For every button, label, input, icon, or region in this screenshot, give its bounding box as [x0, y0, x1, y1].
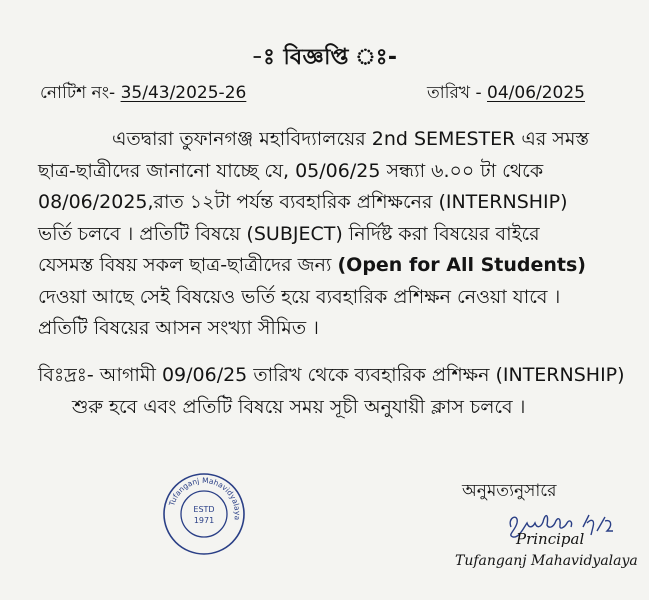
- body-line: ভর্তি চলবে । প্রতিটি বিষয়ে (SUBJECT) নির্দিষ্ট করা বিষয়ের বাইরে: [38, 222, 540, 245]
- principal-label: Principal: [516, 530, 585, 548]
- notice-number-row: [40, 80, 246, 108]
- body-line: দেওয়া আছে সেই বিষয়েও ভর্তি হয়ে ব্যবহারিক প্রশিক্ষন নেওয়া যাবে ।: [38, 285, 561, 308]
- note-line: শুরু হবে এবং প্রতিটি বিষয়ে সময় সূচী অনুযায়ী ক্লাস চলবে ।: [72, 395, 526, 418]
- notice-date: 04/06/2025: [487, 83, 585, 103]
- open-for-all-text: (Open for All Students): [337, 254, 586, 276]
- college-name: Tufanganj Mahavidyalaya: [455, 553, 638, 569]
- approval-text: অনুমত্যনুসারে: [462, 481, 557, 501]
- svg-text:1971: 1971: [193, 516, 215, 525]
- body-line: 08/06/2025,রাত ১২টা পর্যন্ত ব্যবহারিক প্রশিক্ষনের (INTERNSHIP): [38, 191, 568, 213]
- notice-title: -ঃ বিজ্ঞপ্তি ঃ-: [251, 45, 398, 70]
- svg-text:Tufanganj Mahavidyalaya: Tufanganj Mahavidyalaya: [167, 475, 243, 521]
- body-line: প্রতিটি বিষয়ের আসন সংখ্যা সীমিত ।: [38, 317, 319, 339]
- body-line-group: [38, 250, 618, 282]
- svg-text:ESTD: ESTD: [193, 505, 215, 514]
- seal-stamp-icon: [160, 470, 248, 558]
- notice-body-paragraph: [38, 124, 618, 345]
- body-line: এতদ্বারা তুফানগঞ্জ মহাবিদ্যালয়ের 2nd SEMESTER এর সমস্ত: [112, 128, 590, 150]
- note-line: বিঃদ্রঃ- আগামী 09/06/25 তারিখ থেকে ব্যবহারিক প্রশিক্ষন (INTERNSHIP): [38, 364, 625, 386]
- notice-date-label: তারিখ -: [427, 83, 482, 103]
- body-line: যেসমস্ত বিষয় সকল ছাত্র-ছাত্রীদের জন্য: [38, 254, 332, 276]
- body-line: ছাত্র-ছাত্রীদের জানানো যাচ্ছে যে, 05/06/25 সন্ধ্যা ৬.০০ টা থেকে: [38, 159, 544, 182]
- notice-number: 35/43/2025-26: [120, 83, 247, 103]
- notice-number-label: নোটিশ নং-: [40, 83, 116, 103]
- notice-date-row: [427, 80, 585, 108]
- college-seal: [160, 470, 248, 558]
- notice-note-paragraph: [38, 360, 625, 423]
